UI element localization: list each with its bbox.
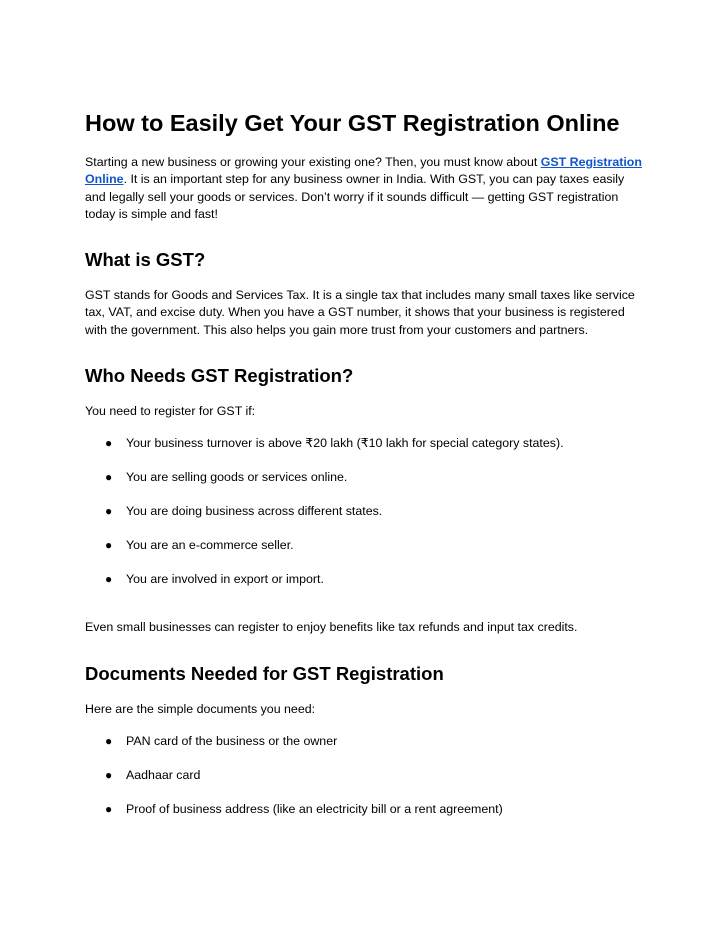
list-item-text: You are doing business across different states. [126,504,383,519]
heading-what-is-gst: What is GST? [85,249,206,271]
who-needs-list [85,435,645,588]
list-item [85,435,645,452]
intro-paragraph [85,154,645,223]
who-needs-lead: You need to register for GST if: [85,404,256,419]
document-content [85,108,645,818]
list-item [85,469,645,486]
bullet-icon: ● [105,504,113,519]
documents-list [85,733,645,818]
bullet-icon: ● [105,436,113,451]
list-item [85,801,645,818]
gst-registration-link[interactable]: GST Registration Online [85,155,642,187]
what-is-gst-paragraph: GST stands for Goods and Services Tax. It is a single tax that includes many small taxes like service tax, VAT, and excise duty. When you have a GST number, it shows that your business is registered with the government. This also helps you gain more trust from your customers and partners. [85,288,635,337]
bullet-icon: ● [105,470,113,485]
page-title: How to Easily Get Your GST Registration Online [85,110,620,136]
bullet-icon: ● [105,733,113,748]
bullet-icon: ● [105,767,113,782]
list-item [85,503,645,520]
intro-text-before: Starting a new business or growing your existing one? Then, you must know about [85,155,541,169]
list-item-text: PAN card of the business or the owner [126,733,338,748]
heading-who-needs: Who Needs GST Registration? [85,365,354,387]
list-item-text: You are selling goods or services online. [126,470,348,485]
bullet-icon: ● [105,572,113,587]
bullet-icon: ● [105,801,113,816]
list-item-text: You are an e-commerce seller. [126,538,294,553]
list-item-text: Proof of business address (like an electricity bill or a rent agreement) [126,801,503,816]
who-needs-closing: Even small businesses can register to enjoy benefits like tax refunds and input tax credits. [85,620,578,635]
bullet-icon: ● [105,538,113,553]
list-item-text: You are involved in export or import. [126,572,324,587]
heading-documents-needed: Documents Needed for GST Registration [85,662,444,684]
documents-lead: Here are the simple documents you need: [85,701,316,716]
list-item [85,537,645,554]
list-item-text: Your business turnover is above ₹20 lakh (₹10 lakh for special category states). [126,436,564,451]
list-item [85,571,645,588]
intro-text-after: . It is an important step for any business owner in India. With GST, you can pay taxes easily and legally sell your goods or services. Don’t worry if it sounds difficult — getting GST registration today is simple and fast! [85,172,625,221]
list-item-text: Aadhaar card [126,767,201,782]
list-item [85,767,645,784]
list-item [85,733,645,750]
